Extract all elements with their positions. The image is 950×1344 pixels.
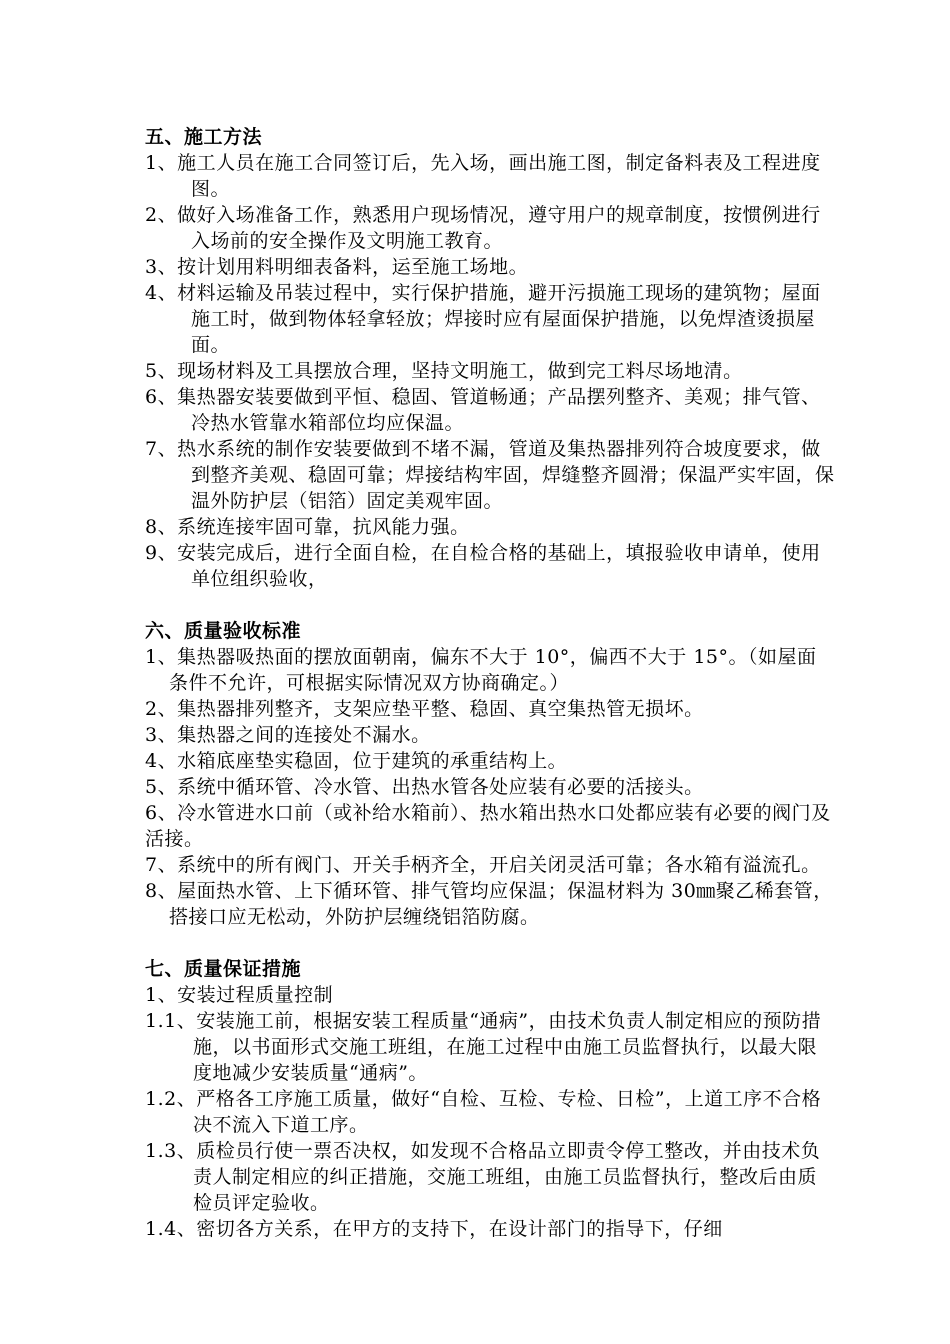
section-title-construction-method: 五、施工方法 [145, 126, 263, 148]
list-item: 8、屋面热水管、上下循环管、排气管均应保温；保温材料为 30㎜聚乙稀套管，搭接口应无松动，外防护层缠绕铝箔防腐。 [145, 880, 833, 928]
list-item: 4、水箱底座垫实稳固，位于建筑的承重结构上。 [145, 750, 568, 772]
list-item: 1.3、质检员行使一票否决权，如发现不合格品立即责令停工整改，并由技术负责人制定相应的纠正措施，交施工班组，由施工员监督执行，整改后由质检员评定验收。 [145, 1140, 821, 1214]
list-item: 5、现场材料及工具摆放合理，坚持文明施工，做到完工料尽场地清。 [145, 360, 743, 382]
list-item: 1、安装过程质量控制 [145, 984, 334, 1006]
list-item: 4、材料运输及吊装过程中，实行保护措施，避开污损施工现场的建筑物；屋面施工时，做到物体轻拿轻放；焊接时应有屋面保护措施，以免焊渣烫损屋面。 [145, 282, 821, 356]
list-item: 2、做好入场准备工作，熟悉用户现场情况，遵守用户的规章制度，按惯例进行入场前的安全操作及文明施工教育。 [145, 204, 821, 252]
list-item: 1、集热器吸热面的摆放面朝南，偏东不大于 10°，偏西不大于 15°。（如屋面条件不允许，可根据实际情况双方协商确定。） [145, 646, 817, 694]
list-item: 3、集热器之间的连接处不漏水。 [145, 724, 431, 746]
list-item: 1.1、安装施工前，根据安装工程质量“通病”，由技术负责人制定相应的预防措施，以书面形式交施工班组，在施工过程中由施工员监督执行，以最大限度地减少安装质量“通病”。 [145, 1010, 822, 1084]
list-item: 1.4、密切各方关系，在甲方的支持下，在设计部门的指导下，仔细 [145, 1218, 723, 1240]
list-item: 2、集热器排列整齐，支架应垫平整、稳固、真空集热管无损坏。 [145, 698, 704, 720]
list-item: 1、施工人员在施工合同签订后，先入场，画出施工图，制定备料表及工程进度图。 [145, 152, 821, 200]
list-item: 8、系统连接牢固可靠，抗风能力强。 [145, 516, 470, 538]
section-title-quality-acceptance: 六、质量验收标准 [145, 620, 302, 642]
list-item: 7、系统中的所有阀门、开关手柄齐全，开启关闭灵活可靠；各水箱有溢流孔。 [145, 854, 821, 876]
list-item: 5、系统中循环管、冷水管、出热水管各处应装有必要的活接头。 [145, 776, 704, 798]
list-item: 6、集热器安装要做到平恒、稳固、管道畅通；产品摆列整齐、美观；排气管、冷热水管靠水箱部位均应保温。 [145, 386, 821, 434]
list-item: 9、安装完成后，进行全面自检，在自检合格的基础上，填报验收申请单，使用单位组织验收， [145, 542, 821, 590]
list-item: 7、热水系统的制作安装要做到不堵不漏，管道及集热器排列符合坡度要求，做到整齐美观、稳固可靠；焊接结构牢固，焊缝整齐圆滑；保温严实牢固，保温外防护层（铝箔）固定美观牢固。 [145, 438, 835, 512]
list-item: 1.2、严格各工序施工质量，做好“自检、互检、专检、日检”，上道工序不合格决不流入下道工序。 [145, 1088, 822, 1136]
section-spacer [145, 592, 835, 618]
section-spacer [145, 930, 835, 956]
section-title-quality-assurance: 七、质量保证措施 [145, 958, 302, 980]
list-item: 6、冷水管进水口前（或补给水箱前）、热水箱出热水口处都应装有必要的阀门及活接。 [145, 802, 831, 850]
document-page [145, 124, 835, 1242]
list-item: 3、按计划用料明细表备料，运至施工场地。 [145, 256, 529, 278]
